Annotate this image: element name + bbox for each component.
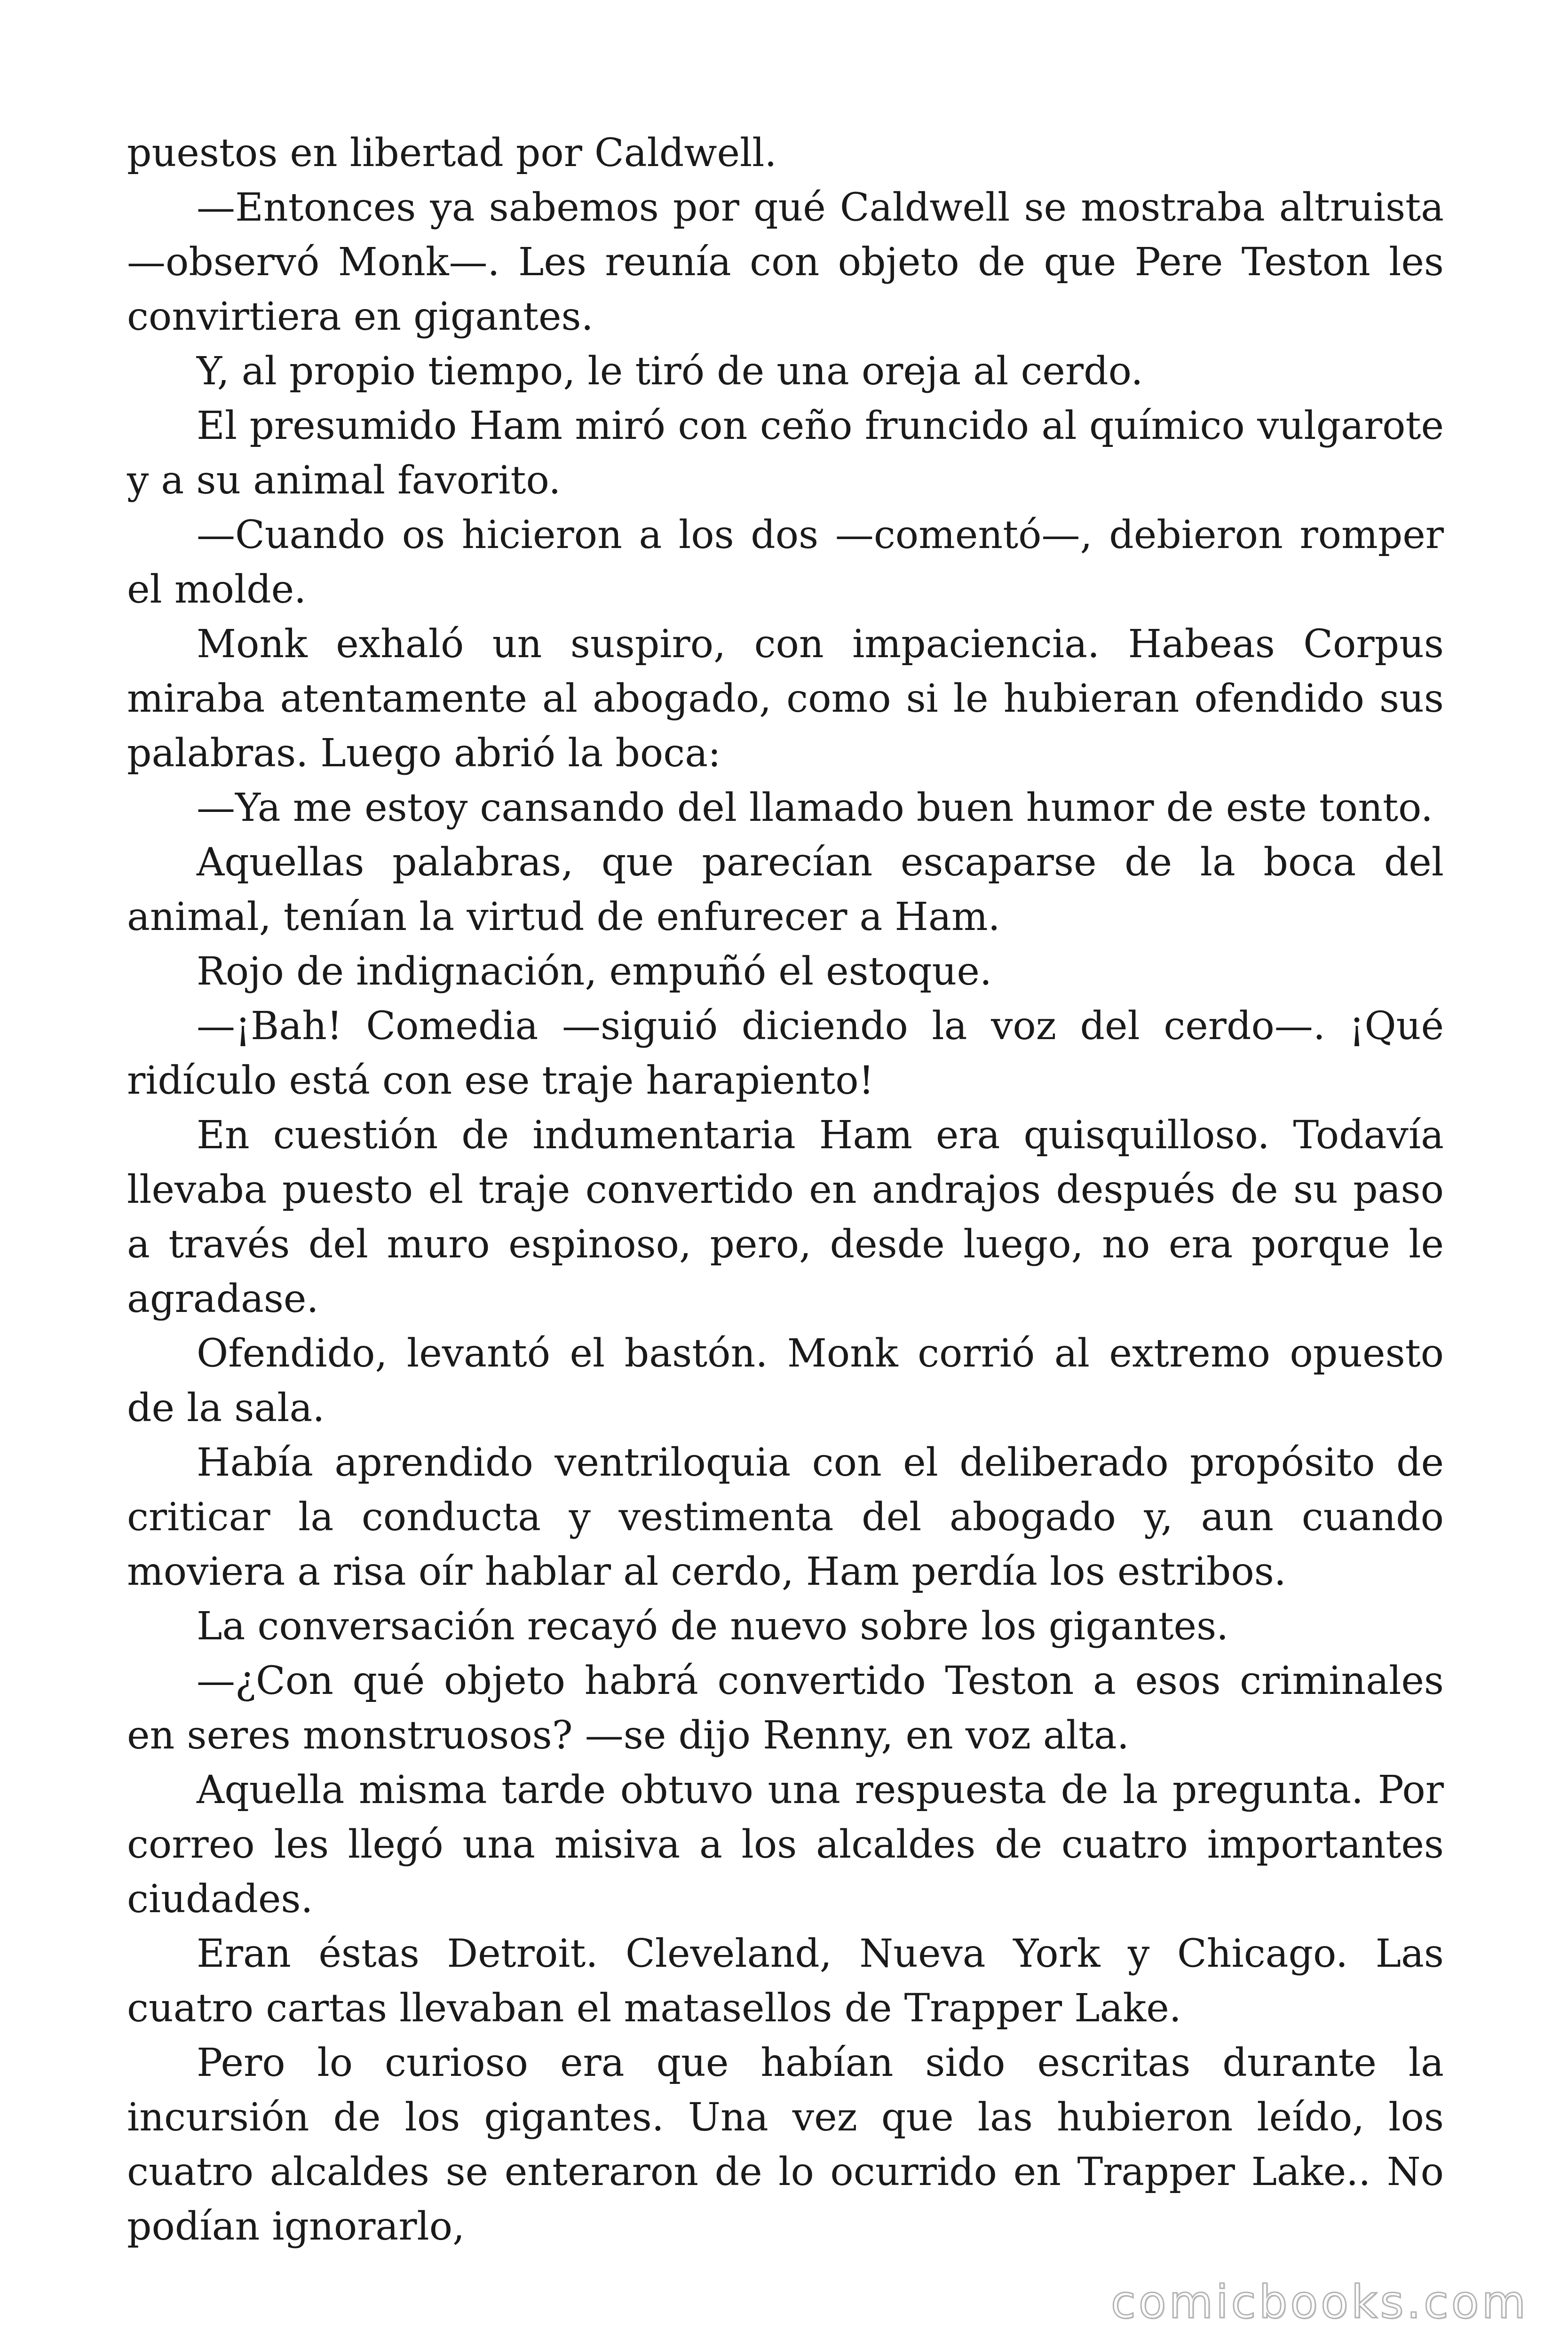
- paragraph: Rojo de indignación, empuñó el estoque.: [197, 949, 992, 994]
- paragraph: Aquellas palabras, que parecían escaparse de la boca del animal, tenían la virtud de enfurecer a Ham.: [127, 840, 1444, 939]
- paragraph: El presumido Ham miró con ceño fruncido al químico vulgarote y a su animal favorito.: [127, 404, 1444, 503]
- paragraph: —Entonces ya sabemos por qué Caldwell se mostraba altruista —observó Monk—. Les reunía con objeto de que Pere Teston les convirtiera en gigantes.: [127, 185, 1444, 339]
- paragraph: Aquella misma tarde obtuvo una respuesta de la pregunta. Por correo les llegó una misiva a los alcaldes de cuatro importantes ciudades.: [127, 1768, 1444, 1922]
- paragraph: Eran éstas Detroit. Cleveland, Nueva York y Chicago. Las cuatro cartas llevaban el matasellos de Trapper Lake.: [127, 1931, 1444, 2031]
- paragraph: Monk exhaló un suspiro, con impaciencia. Habeas Corpus miraba atentamente al abogado, como si le hubieran ofendido sus palabras. Luego abrió la boca:: [127, 622, 1444, 776]
- paragraph: Había aprendido ventriloquia con el deliberado propósito de criticar la conducta y vestimenta del abogado y, aun cuando moviera a risa oír hablar al cerdo, Ham perdía los estribos.: [127, 1440, 1444, 1594]
- paragraph: Pero lo curioso era que habían sido escritas durante la incursión de los gigantes. Una vez que las hubieron leído, los cuatro alcaldes se enteraron de lo ocurrido en Trapper Lake.. No podían ignorarlo,: [127, 2041, 1444, 2249]
- watermark: comicbooks.com: [1110, 2276, 1528, 2328]
- paragraph: La conversación recayó de nuevo sobre los gigantes.: [197, 1604, 1229, 1649]
- paragraph: —¡Bah! Comedia —siguió diciendo la voz del cerdo—. ¡Qué ridículo está con ese traje harapiento!: [127, 1004, 1444, 1103]
- paragraph: Ofendido, levantó el bastón. Monk corrió al extremo opuesto de la sala.: [127, 1331, 1444, 1430]
- paragraph: —Ya me estoy cansando del llamado buen humor de este tonto.: [197, 786, 1433, 830]
- paragraph: Y, al propio tiempo, le tiró de una oreja al cerdo.: [197, 349, 1143, 394]
- paragraph: En cuestión de indumentaria Ham era quisquilloso. Todavía llevaba puesto el traje convertido en andrajos después de su paso a través del muro espinoso, pero, desde luego, no era porque le agradase.: [127, 1113, 1444, 1321]
- paragraph: puestos en libertad por Caldwell.: [127, 131, 777, 175]
- paragraph: —Cuando os hicieron a los dos —comentó—, debieron romper el molde.: [127, 513, 1444, 612]
- paragraph: —¿Con qué objeto habrá convertido Teston a esos criminales en seres monstruosos? —se dijo Renny, en voz alta.: [127, 1659, 1444, 1758]
- page-body: [127, 126, 1444, 2254]
